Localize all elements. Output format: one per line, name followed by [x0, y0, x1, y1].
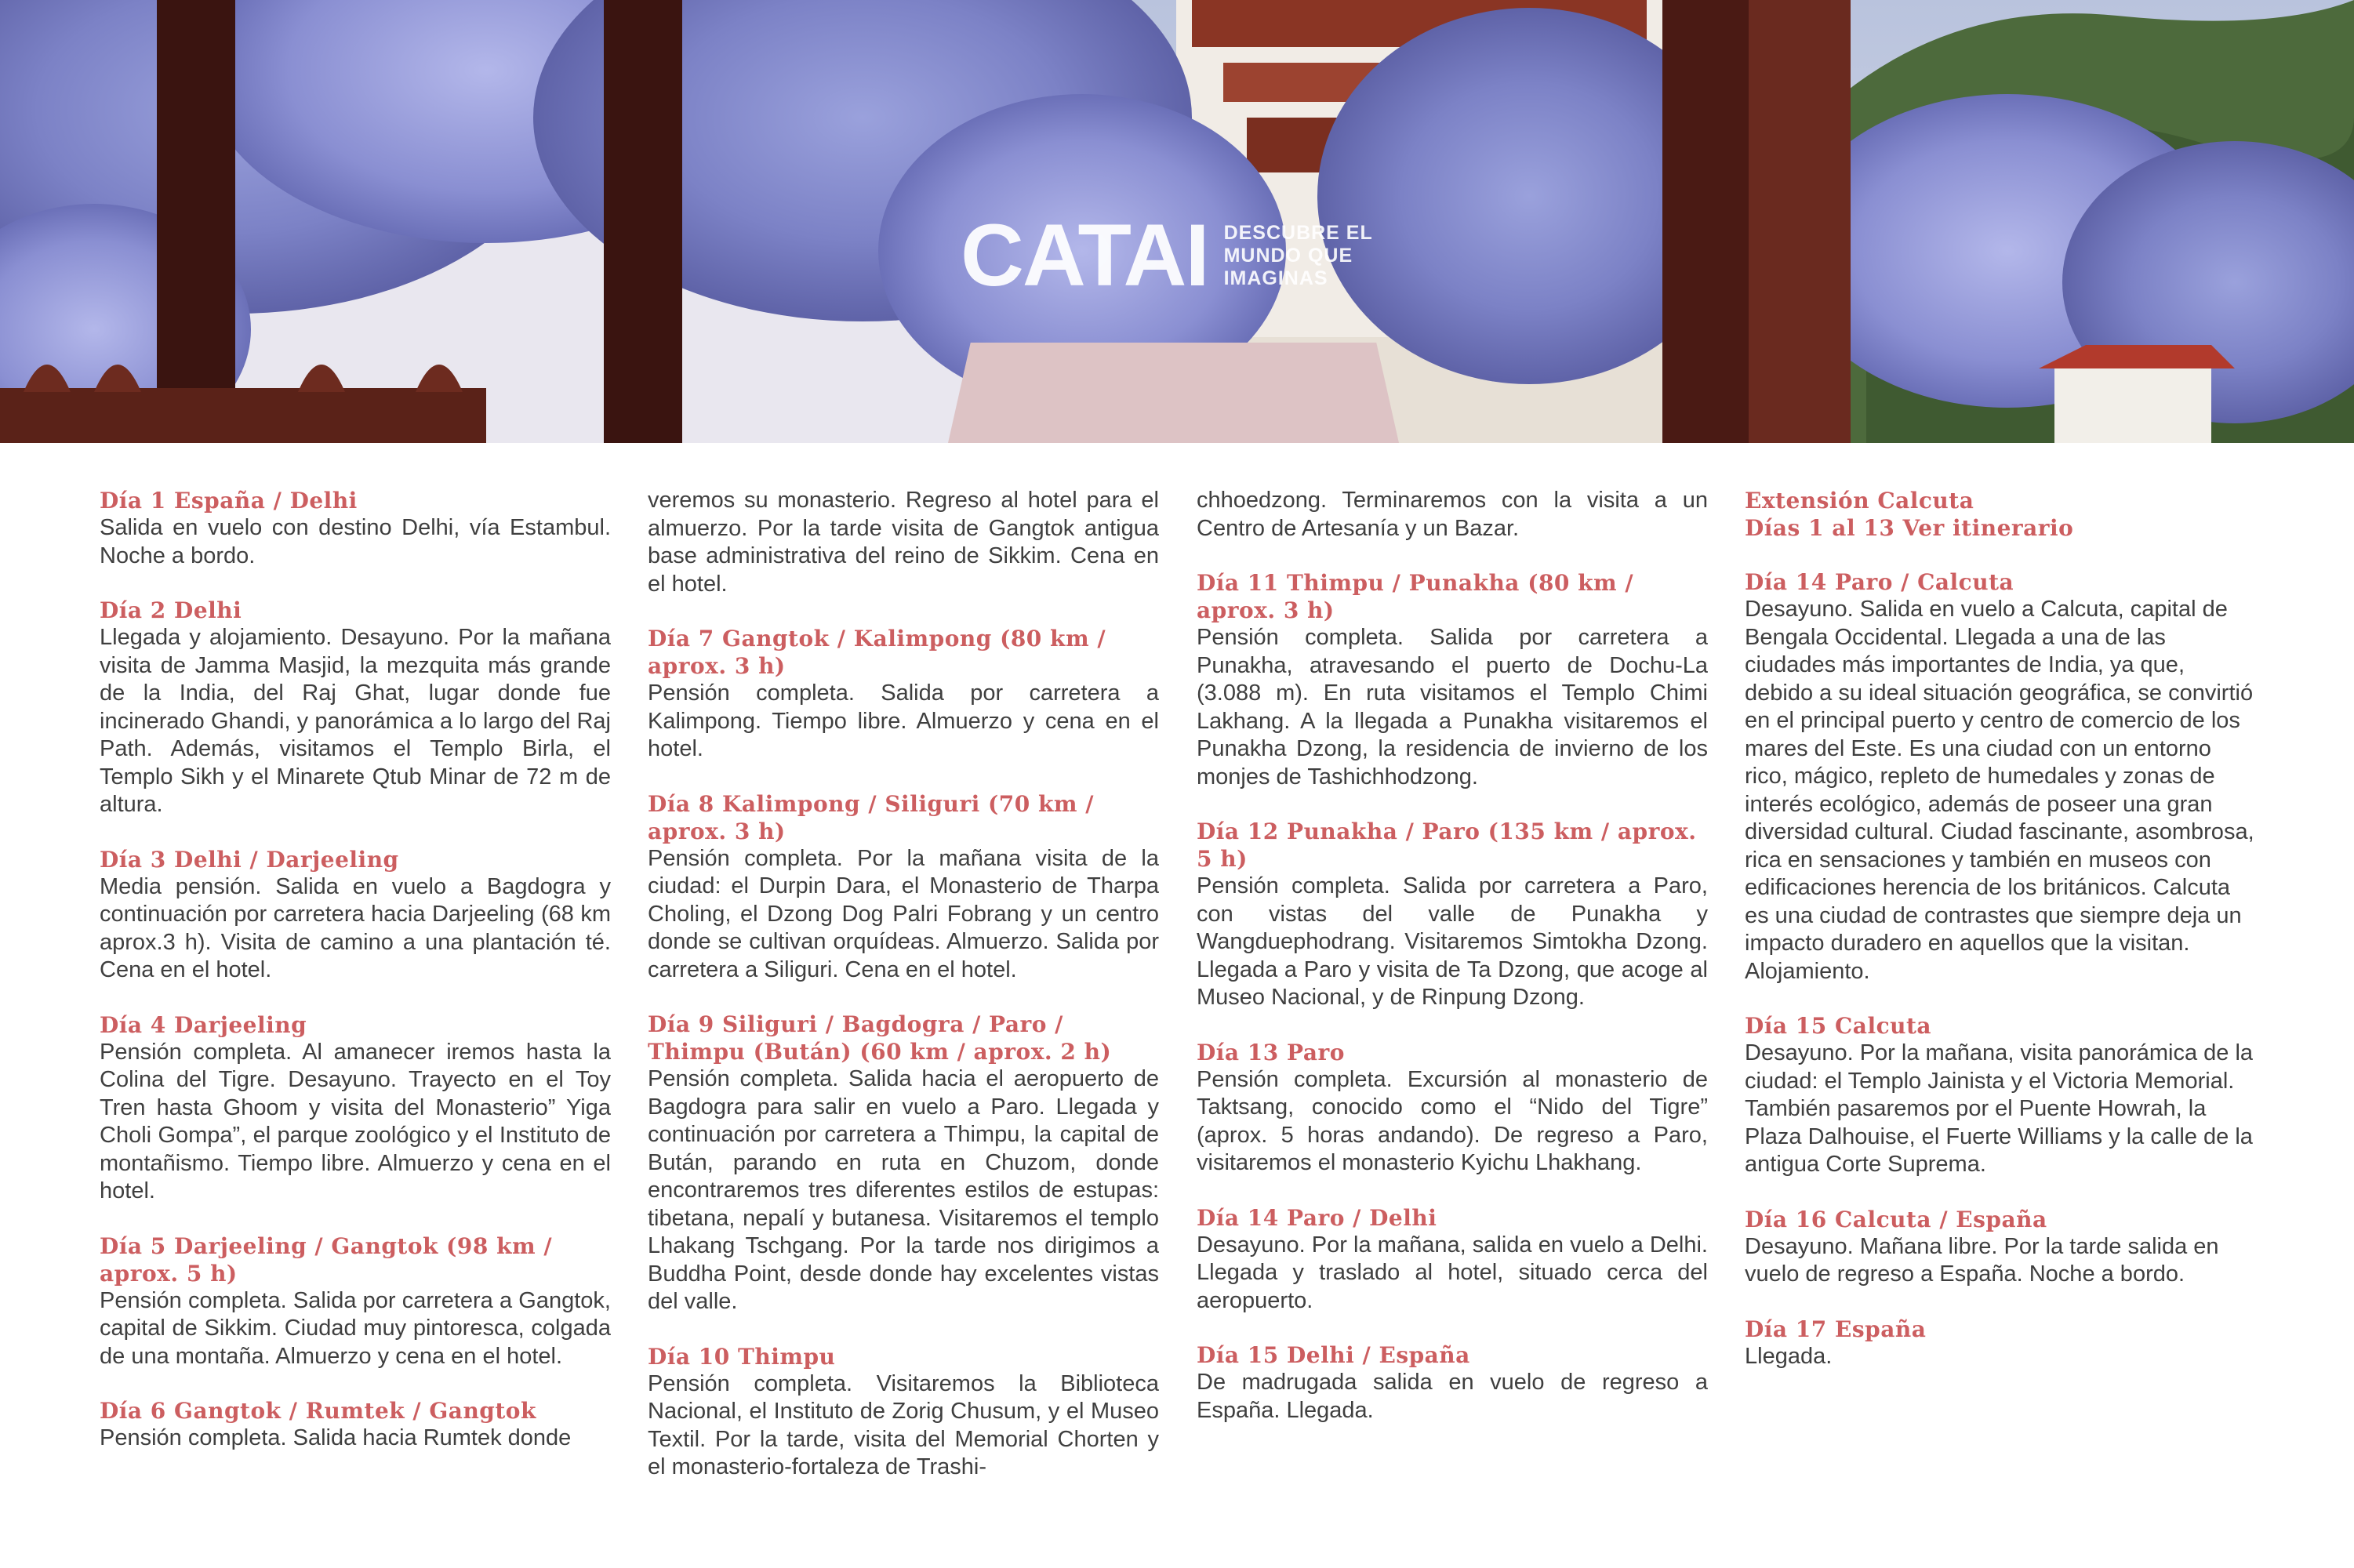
- day-description: Pensión completa. Por la mañana visita de la ciudad: el Durpin Dara, el Monasterio de Tharpa Choling, el Dzong Dog Palri Fobrang y un centro donde se cultivan orquídeas. Almuerzo. Salida por carretera a Siliguri. Cena en el hotel.: [648, 845, 1159, 982]
- itinerary-day: [1197, 1204, 1708, 1316]
- tagline-line: DESCUBRE EL: [1223, 221, 1373, 244]
- day-description: Desayuno. Mañana libre. Por la tarde salida en vuelo de regreso a España. Noche a bordo.: [1745, 1233, 2219, 1287]
- logo-wordmark: CATAI: [961, 206, 1208, 304]
- day-heading: Día 4 Darjeeling: [100, 1011, 307, 1038]
- day-heading: Día 14 Paro / Delhi: [1197, 1204, 1437, 1231]
- itinerary-day: [648, 1343, 1159, 1482]
- day-description: Desayuno. Por la mañana, salida en vuelo a Delhi. Llegada y traslado al hotel, situado cerca del aeropuerto.: [1197, 1232, 1708, 1313]
- continued-paragraph: veremos su monasterio. Regreso al hotel para el almuerzo. Por la tarde visita de Gangtok antigua base administrativa del reino de Sikkim. Cena en el hotel.: [648, 488, 1159, 597]
- itinerary-day: [1745, 1316, 2256, 1371]
- day-heading: Día 14 Paro / Calcuta: [1745, 569, 2014, 595]
- day-heading: Día 10 Thimpu: [648, 1343, 836, 1370]
- day-description: Pensión completa. Salida hacia Rumtek donde: [100, 1425, 572, 1450]
- itinerary-day: [648, 790, 1159, 985]
- itinerary-column-4: [1745, 487, 2256, 1397]
- logo-tagline: [1224, 222, 1373, 290]
- itinerary-day: [648, 1011, 1159, 1316]
- itinerary-day: [1197, 1341, 1708, 1425]
- day-description: Pensión completa. Salida por carretera a Kalimpong. Tiempo libre. Almuerzo y cena en el hotel.: [648, 681, 1159, 761]
- extension-heading: Extensión Calcuta Días 1 al 13 Ver itinerario: [1745, 488, 2074, 541]
- day-heading: Día 15 Calcuta: [1745, 1013, 1932, 1039]
- tagline-line: MUNDO QUE: [1223, 244, 1353, 267]
- day-heading: Día 5 Darjeeling / Gangtok (98 km / aprox. 5 h): [100, 1232, 553, 1287]
- itinerary-day: [100, 597, 611, 819]
- day-description: Pensión completa. Al amanecer iremos hasta la Colina del Tigre. Desayuno. Trayecto en el Toy Tren hasta Ghoom y visita del Monasterio” Yiga Choli Gompa”, el parque zoológico y el Instituto de montañismo. Tiempo libre. Almuerzo y cena en el hotel.: [100, 1039, 611, 1203]
- day-description: Pensión completa. Visitaremos la Biblioteca Nacional, el Instituto de Zorig Chusum, y el Museo Textil. Por la tarde, visita del Memorial Chorten y el monasterio-fortaleza de Trashi-: [648, 1370, 1159, 1479]
- day-description: Pensión completa. Salida por carretera a Paro, con vistas del valle de Punakha y Wangduephodrang. Visitaremos Simtokha Dzong. Llegada a Paro y visita de Ta Dzong, que acoge al Museo Nacional, y de Rinpung Dzong.: [1197, 873, 1708, 1010]
- day-heading: Día 8 Kalimpong / Siliguri (70 km / aprox. 3 h): [648, 790, 1094, 844]
- itinerary-day: [100, 1232, 611, 1371]
- itinerary-day: [1745, 1206, 2256, 1289]
- day-description: Media pensión. Salida en vuelo a Bagdogra y continuación por carretera hacia Darjeeling (68 km aprox.3 h). Visita de camino a una plantación té. Cena en el hotel.: [100, 873, 611, 982]
- itinerary-day: [100, 846, 611, 985]
- continued-paragraph: chhoedzong. Terminaremos con la visita a un Centro de Artesanía y un Bazar.: [1197, 488, 1708, 541]
- day-description: Pensión completa. Salida por carretera a Gangtok, capital de Sikkim. Ciudad muy pintoresca, colgada de una montaña. Almuerzo y cena en el hotel.: [100, 1287, 611, 1369]
- catai-logo: [961, 206, 1373, 304]
- itinerary-day: [1197, 569, 1708, 791]
- day-description: Salida en vuelo con destino Delhi, vía Estambul. Noche a bordo.: [100, 515, 611, 568]
- day-description: Pensión completa. Salida hacia el aeropuerto de Bagdogra para salir en vuelo a Paro. Llegada y continuación por carretera a Thimpu, la capital de Bután, parando en ruta en Chuzom, donde encontraremos tres diferentes estilos de estupas: tibetana, nepalí y butanesa. Visitaremos el templo Lhakang Tschgang. Por la tarde nos dirigimos a Buddha Point, desde donde hay excelentes vistas del valle.: [648, 1066, 1159, 1314]
- itinerary-day: [100, 1397, 611, 1453]
- hero-photo: [0, 0, 2354, 443]
- day-heading: Día 11 Thimpu / Punakha (80 km / aprox. 3 h): [1197, 570, 1634, 623]
- day-heading: Día 12 Punakha / Paro (135 km / aprox. 5 h): [1197, 818, 1697, 872]
- itinerary-column-2: [648, 487, 1159, 1508]
- day-description: De madrugada salida en vuelo de regreso a España. Llegada.: [1197, 1370, 1708, 1423]
- itinerary-day: [1197, 1039, 1708, 1178]
- itinerary-column-3: [1197, 487, 1708, 1451]
- day-heading: Día 9 Siliguri / Bagdogra / Paro / Thimpu (Bután) (60 km / aprox. 2 h): [648, 1011, 1112, 1065]
- itinerary-day: [100, 1011, 611, 1206]
- extension-heading-block: [1745, 487, 2256, 542]
- tagline-line: IMAGINAS: [1223, 267, 1328, 289]
- day-description: Llegada y alojamiento. Desayuno. Por la mañana visita de Jamma Masjid, la mezquita más grande de la India, del Raj Ghat, lugar donde fue incinerado Ghandi, y panorámica a lo largo del Raj Path. Además, visitamos el Templo Birla, el Templo Sikh y el Minarete Qtub Minar de 72 m de altura.: [100, 625, 611, 817]
- day-heading: Día 7 Gangtok / Kalimpong (80 km / aprox. 3 h): [648, 626, 1106, 679]
- day-description: Desayuno. Por la mañana, visita panorámica de la ciudad: el Templo Jainista y el Victoria Memorial. También pasaremos por el Puente Howrah, la Plaza Dalhouise, el Fuerte Williams y la calle de la antigua Corte Suprema.: [1745, 1040, 2254, 1177]
- itinerary-day: [1745, 1012, 2256, 1179]
- title-plaque: [948, 343, 1399, 443]
- day-heading: Día 17 España: [1745, 1316, 1927, 1342]
- day-description: Llegada.: [1745, 1343, 1833, 1369]
- day-description: Pensión completa. Salida por carretera a Punakha, atravesando el puerto de Dochu-La (3.088 m). En ruta visitamos el Templo Chimi Lakhang. A la llegada a Punakha visitaremos el Punakha Dzong, la residencia de invierno de los monjes de Tashichhodzong.: [1197, 625, 1708, 789]
- itinerary-day: [100, 487, 611, 570]
- day-heading: Día 1 España / Delhi: [100, 488, 358, 514]
- day-heading: Día 16 Calcuta / España: [1745, 1206, 2047, 1232]
- day-heading: Día 15 Delhi / España: [1197, 1342, 1470, 1368]
- itinerary-day: [648, 625, 1159, 764]
- day-heading: Día 2 Delhi: [100, 597, 242, 623]
- continued-text: [648, 487, 1159, 598]
- day-description: Pensión completa. Excursión al monasterio de Taktsang, conocido como el “Nido del Tigre” (aprox. 5 horas andando). De regreso a Paro, visitaremos el monasterio Kyichu Lhakhang.: [1197, 1066, 1708, 1175]
- itinerary-day: [1745, 568, 2256, 985]
- day-heading: Día 3 Delhi / Darjeeling: [100, 846, 399, 873]
- itinerary-day: [1197, 818, 1708, 1012]
- day-heading: Día 6 Gangtok / Rumtek / Gangtok: [100, 1398, 536, 1424]
- day-heading: Día 13 Paro: [1197, 1039, 1345, 1065]
- continued-text: [1197, 487, 1708, 543]
- itinerary-column-1: [100, 487, 611, 1479]
- day-description: Desayuno. Salida en vuelo a Calcuta, capital de Bengala Occidental. Llegada a una de las ciudades más importantes de India, ya que, debido a su ideal situación geográfica, se convirtió en el principal puerto y centro de comercio de los mares del Este. Es una ciudad con un entorno rico, mágico, repleto de humedales y zonas de interés ecológico, además de poseer una gran diversidad cultural. Ciudad fascinante, asombrosa, rica en sensaciones y también en museos con edificaciones herencia de los británicos. Calcuta es una ciudad de contrastes que siempre deja un impacto duradero en aquellos que la visitan. Alojamiento.: [1745, 597, 2254, 984]
